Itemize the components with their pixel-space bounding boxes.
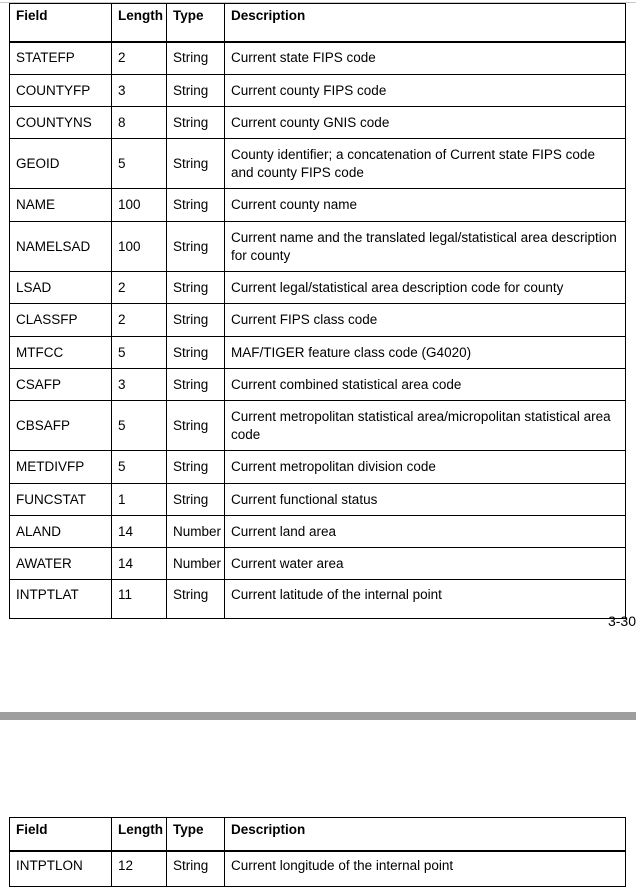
cell-type: String [167,272,225,304]
table-row [10,516,626,548]
cell-type: String [167,189,225,222]
cell-description: Current land area [225,516,626,548]
cell-description: Current name and the translated legal/statistical area description for county [225,222,626,272]
cell-description: Current legal/statistical area description code for county [225,272,626,304]
cell-description: Current functional status [225,484,626,516]
cell-length: 100 [112,222,167,272]
attribute-table-page-2 [9,817,626,887]
cell-description: Current county GNIS code [225,107,626,139]
cell-length: 8 [112,107,167,139]
cell-field: CLASSFP [10,304,112,337]
cell-length: 2 [112,42,167,75]
table-row [10,401,626,451]
cell-length: 3 [112,75,167,107]
cell-length: 5 [112,337,167,369]
cell-type: Number [167,516,225,548]
header-type: Type [167,4,225,42]
cell-description: Current county name [225,189,626,222]
cell-length: 1 [112,484,167,516]
table-header-row [10,4,626,42]
cell-description: MAF/TIGER feature class code (G4020) [225,337,626,369]
cell-description: Current combined statistical area code [225,369,626,401]
cell-field: MTFCC [10,337,112,369]
cell-field: NAME [10,189,112,222]
header-length: Length [112,818,167,851]
table-row [10,75,626,107]
table-row [10,272,626,304]
table-row [10,580,626,619]
cell-type: String [167,484,225,516]
header-field: Field [10,818,112,851]
cell-description: County identifier; a concatenation of Current state FIPS code and county FIPS code [225,139,626,189]
header-length: Length [112,4,167,42]
cell-length: 5 [112,139,167,189]
cell-type: String [167,304,225,337]
cell-description: Current county FIPS code [225,75,626,107]
cell-length: 3 [112,369,167,401]
table-row [10,451,626,484]
table-row [10,369,626,401]
table-row [10,42,626,75]
cell-description: Current metropolitan statistical area/micropolitan statistical area code [225,401,626,451]
cell-type: String [167,851,225,887]
cell-type: String [167,580,225,619]
table-row [10,548,626,580]
page-separator [0,712,636,720]
cell-type: String [167,75,225,107]
cell-type: String [167,42,225,75]
cell-field: ALAND [10,516,112,548]
cell-length: 2 [112,272,167,304]
cell-field: CSAFP [10,369,112,401]
cell-type: String [167,222,225,272]
cell-field: NAMELSAD [10,222,112,272]
cell-type: String [167,107,225,139]
page-number: 3-30 [607,613,636,629]
cell-length: 5 [112,451,167,484]
cell-type: String [167,369,225,401]
cell-type: String [167,139,225,189]
cell-field: STATEFP [10,42,112,75]
cell-description: Current latitude of the internal point [225,580,626,619]
cell-field: FUNCSTAT [10,484,112,516]
table-row [10,304,626,337]
cell-field: AWATER [10,548,112,580]
cell-length: 100 [112,189,167,222]
cell-field: COUNTYFP [10,75,112,107]
header-field: Field [10,4,112,42]
cell-field: INTPTLAT [10,580,112,619]
cell-length: 14 [112,516,167,548]
header-description: Description [225,4,626,42]
header-description: Description [225,818,626,851]
cell-field: COUNTYNS [10,107,112,139]
cell-description: Current longitude of the internal point [225,851,626,887]
cell-type: Number [167,548,225,580]
cell-field: CBSAFP [10,401,112,451]
cell-type: String [167,337,225,369]
table-row [10,139,626,189]
table-row [10,107,626,139]
table-row [10,851,626,887]
table-row [10,189,626,222]
cell-length: 11 [112,580,167,619]
cell-length: 5 [112,401,167,451]
attribute-table-page-1 [9,3,626,619]
table-row [10,484,626,516]
table-header-row [10,818,626,851]
cell-field: METDIVFP [10,451,112,484]
header-type: Type [167,818,225,851]
cell-field: GEOID [10,139,112,189]
cell-type: String [167,451,225,484]
cell-field: LSAD [10,272,112,304]
cell-description: Current FIPS class code [225,304,626,337]
table-row [10,337,626,369]
document-page-2 [0,720,636,896]
cell-field: INTPTLON [10,851,112,887]
cell-description: Current metropolitan division code [225,451,626,484]
cell-length: 12 [112,851,167,887]
cell-length: 14 [112,548,167,580]
cell-type: String [167,401,225,451]
cell-description: Current water area [225,548,626,580]
cell-description: Current state FIPS code [225,42,626,75]
cell-length: 2 [112,304,167,337]
table-row [10,222,626,272]
